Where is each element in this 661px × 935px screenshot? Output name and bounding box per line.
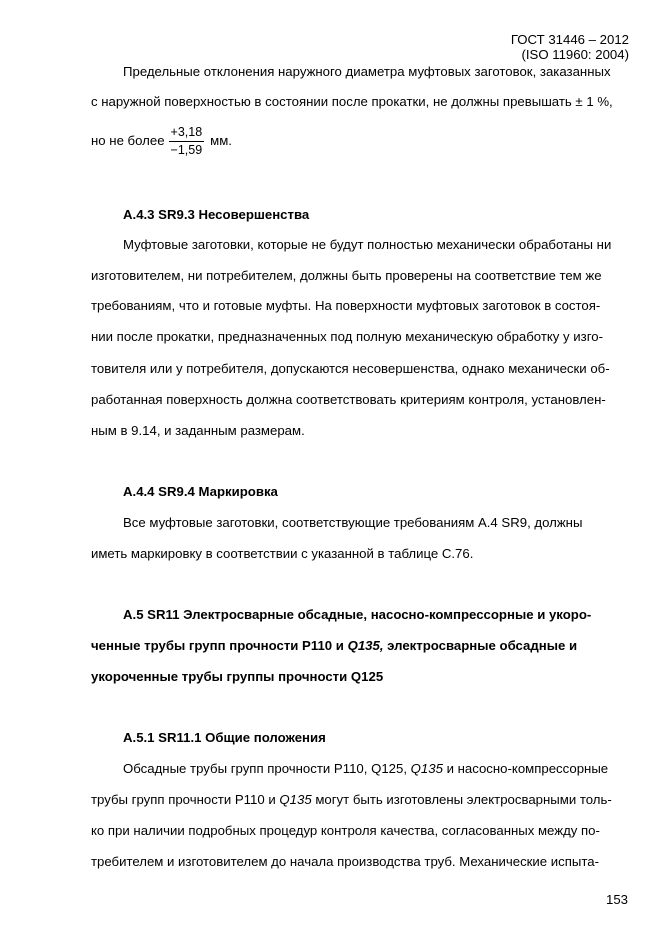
section-a51-text: трубы групп прочности P110 и <box>91 792 280 807</box>
iso-reference: (ISO 11960: 2004) <box>521 46 629 62</box>
intro-line-1: Предельные отклонения наружного диаметра муфтовых заготовок, заказанных <box>123 64 611 79</box>
intro-line-3-text: но не более <box>91 133 165 148</box>
section-a43-line: нии после прокатки, предназначенных под полную механическую обработку у изго- <box>91 329 603 344</box>
section-a43-heading: A.4.3 SR9.3 Несовершенства <box>123 207 310 222</box>
section-a5-heading-line-2 <box>91 638 577 654</box>
intro-line-3 <box>91 124 232 158</box>
section-a51-line-3: ко при наличии подробных процедур контроля качества, согласованных между по- <box>91 823 600 838</box>
section-a51-text: и насосно-компрессорные <box>442 761 609 776</box>
section-a44-line: Все муфтовые заготовки, соответствующие требованиям A.4 SR9, должны <box>123 515 583 530</box>
section-a51-italic: Q135 <box>410 761 443 776</box>
section-a43-line: товителя или у потребителя, допускаются несовершенства, однако механически об- <box>91 361 610 376</box>
section-a5-heading-line-3: укороченные трубы группы прочности Q125 <box>91 669 384 684</box>
standard-number: ГОСТ 31446 – 2012 <box>510 32 629 47</box>
section-a5-heading-line-1: A.5 SR11 Электросварные обсадные, насосно-компрессорные и укоро- <box>123 607 592 622</box>
tolerance-lower: −1,59 <box>170 143 203 158</box>
section-a43-line: ным в 9.14, и заданным размерам. <box>91 423 305 438</box>
document-header <box>511 33 629 62</box>
tolerance-fraction <box>169 125 205 158</box>
section-a51-italic: Q135 <box>279 792 312 807</box>
intro-line-2: с наружной поверхностью в состоянии после прокатки, не должны превышать ± 1 %, <box>91 94 613 109</box>
section-a51-heading: A.5.1 SR11.1 Общие положения <box>123 730 326 745</box>
section-a43-line: требованиям, что и готовые муфты. На поверхности муфтовых заготовок в состоя- <box>91 298 601 313</box>
section-a43-line: работанная поверхность должна соответствовать критериям контроля, установлен- <box>91 392 606 407</box>
section-a43-line: изготовителем, ни потребителем, должны быть проверены на соответствие тем же <box>91 268 602 283</box>
section-a43-line: Муфтовые заготовки, которые не будут полностью механически обработаны ни <box>123 237 612 252</box>
section-a51-text: могут быть изготовлены электросварными толь- <box>311 792 612 807</box>
intro-unit: мм. <box>210 133 232 148</box>
section-a5-heading-part: ченные трубы групп прочности P110 и <box>91 638 348 653</box>
section-a5-heading-italic: Q135, <box>347 638 384 653</box>
section-a5-heading-part: электросварные обсадные и <box>383 638 578 653</box>
tolerance-upper: +3,18 <box>169 125 205 142</box>
page-number: 153 <box>605 892 628 907</box>
section-a44-line: иметь маркировку в соответствии с указанной в таблице C.76. <box>91 546 474 561</box>
section-a51-text: Обсадные трубы групп прочности P110, Q125, <box>123 761 411 776</box>
section-a51-line-2 <box>91 792 612 808</box>
section-a44-heading: A.4.4 SR9.4 Маркировка <box>123 484 278 499</box>
section-a51-line-1 <box>123 761 608 777</box>
section-a51-line-4: требителем и изготовителем до начала производства труб. Механические испыта- <box>91 854 599 869</box>
